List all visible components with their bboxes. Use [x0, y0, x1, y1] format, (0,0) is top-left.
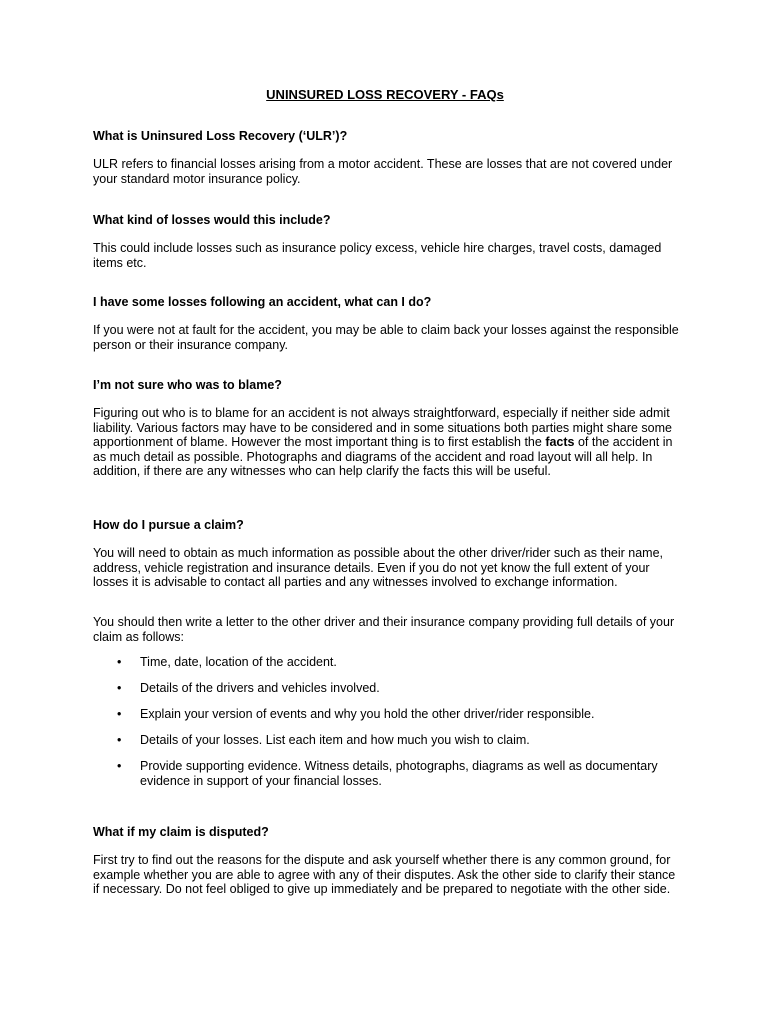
answer-paragraph: If you were not at fault for the accident, you may be able to claim back your losses against the responsible person or their insurance company. [93, 323, 679, 352]
answer-text: of the accident in as much detail as possible. Photographs and diagrams of the accident and road layout will all help. In addition, if there are any witnesses who can help clarify the facts this will be useful. [93, 435, 673, 478]
answer-paragraph: You will need to obtain as much information as possible about the other driver/rider such as their name, address, vehicle registration and insurance details. Even if you do not yet know the full extent of your losses it is advisable to contact all parties and any witnesses involved to exchange information. [93, 546, 663, 589]
answer-paragraph: First try to find out the reasons for the dispute and ask yourself whether there is any common ground, for example whether you are able to agree with any of their disputes. Ask the other side to clarify their stance if necessary. Do not feel obliged to give up immediately and be prepared to negotiate with the other side. [93, 853, 676, 896]
question-heading: How do I pursue a claim? [93, 518, 244, 532]
list-item: Time, date, location of the accident. [140, 655, 337, 669]
bullet-marker: • [117, 759, 122, 773]
list-item: Details of the drivers and vehicles involved. [140, 681, 380, 695]
question-heading: What kind of losses would this include? [93, 213, 331, 227]
bullet-marker: • [117, 733, 122, 747]
emphasis-facts: facts [545, 435, 575, 449]
list-item: Provide supporting evidence. Witness details, photographs, diagrams as well as documentary evidence in support of your financial losses. [140, 759, 658, 788]
question-heading: I’m not sure who was to blame? [93, 378, 282, 392]
question-heading: What is Uninsured Loss Recovery (‘ULR’)? [93, 129, 348, 143]
answer-paragraph: This could include losses such as insurance policy excess, vehicle hire charges, travel costs, damaged items etc. [93, 241, 662, 270]
question-heading: I have some losses following an accident, what can I do? [93, 295, 432, 309]
bullet-marker: • [117, 655, 122, 669]
answer-paragraph: You should then write a letter to the other driver and their insurance company providing full details of your claim as follows: [93, 615, 675, 644]
list-item: Explain your version of events and why you hold the other driver/rider responsible. [140, 707, 595, 721]
answer-text: Figuring out who is to blame for an accident is not always straightforward, especially if neither side admit liability. Various factors may have to be considered and in some situations both parties might share some apportionment of blame. However the most important thing is to first establish the [93, 406, 672, 449]
answer-paragraph: ULR refers to financial losses arising from a motor accident. These are losses that are not covered under your standard motor insurance policy. [93, 157, 673, 186]
page-title: UNINSURED LOSS RECOVERY - FAQs [266, 87, 504, 102]
bullet-marker: • [117, 707, 122, 721]
question-heading: What if my claim is disputed? [93, 825, 269, 839]
answer-paragraph [93, 406, 683, 479]
list-item: Details of your losses. List each item and how much you wish to claim. [140, 733, 530, 747]
bullet-marker: • [117, 681, 122, 695]
